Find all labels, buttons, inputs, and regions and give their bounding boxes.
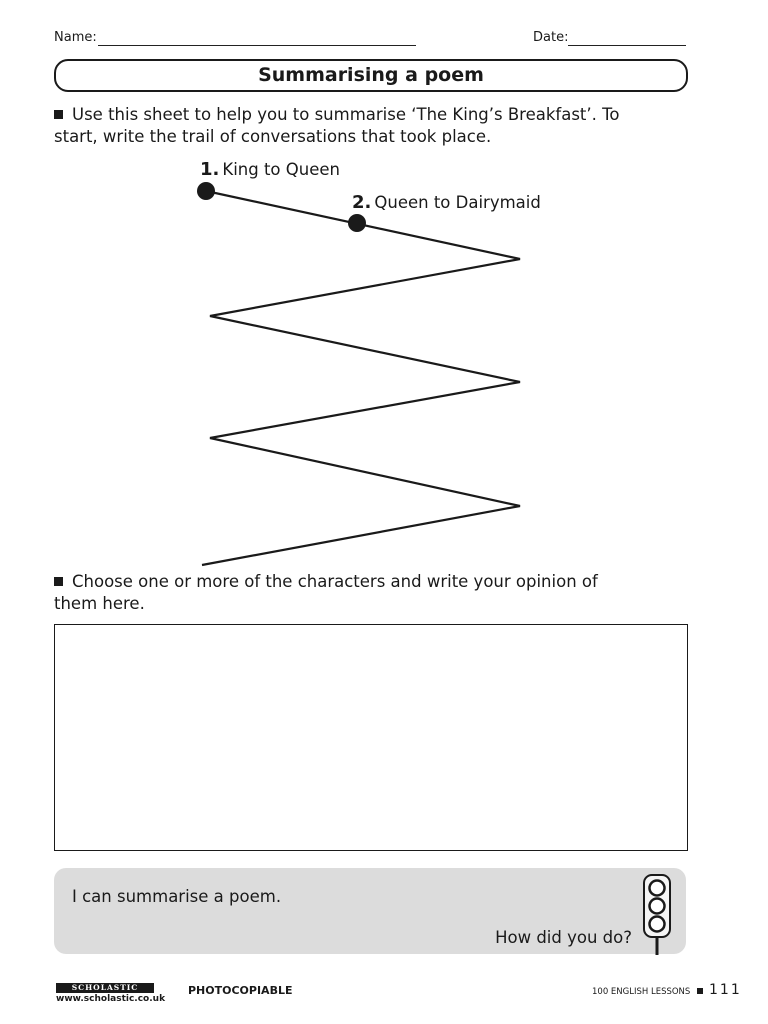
traffic-light-icon (642, 873, 672, 955)
trail-stop-2-label: Queen to Dairymaid (374, 193, 541, 212)
trail-stop-2-dot (348, 214, 366, 232)
trail-stop-1-label: King to Queen (222, 160, 340, 179)
trail-stop-1 (200, 159, 340, 180)
name-label: Name: (54, 30, 97, 45)
instruction-first-text: Use this sheet to help you to summarise ‘The King’s Breakfast’. To start, write the trail of conversations that took place. (54, 105, 620, 146)
page-number: 111 (709, 982, 742, 998)
instruction-second (54, 571, 614, 615)
trail-stop-1-dot (197, 182, 215, 200)
trail-stop-1-number: 1. (200, 159, 220, 180)
trail-stop-2 (352, 192, 541, 213)
bullet-icon (54, 577, 63, 586)
self-assessment-panel (54, 868, 686, 954)
assessment-question: How did you do? (495, 928, 632, 947)
opinion-writing-box[interactable] (54, 624, 688, 851)
publisher-logo: SCHOLASTIC (56, 983, 154, 993)
series-title: 100 ENGLISH LESSONS (592, 987, 691, 997)
trail-zigzag-line (202, 191, 520, 565)
instruction-second-text: Choose one or more of the characters and write your opinion of them here. (54, 572, 598, 613)
date-label: Date: (533, 30, 569, 45)
photocopiable-label: PHOTOCOPIABLE (188, 984, 293, 997)
footer-square-icon (697, 988, 703, 994)
page-title: Summarising a poem (258, 64, 484, 86)
trail-stop-2-number: 2. (352, 192, 372, 213)
assessment-statement: I can summarise a poem. (72, 887, 282, 906)
publisher-url[interactable]: www.scholastic.co.uk (56, 994, 166, 1004)
